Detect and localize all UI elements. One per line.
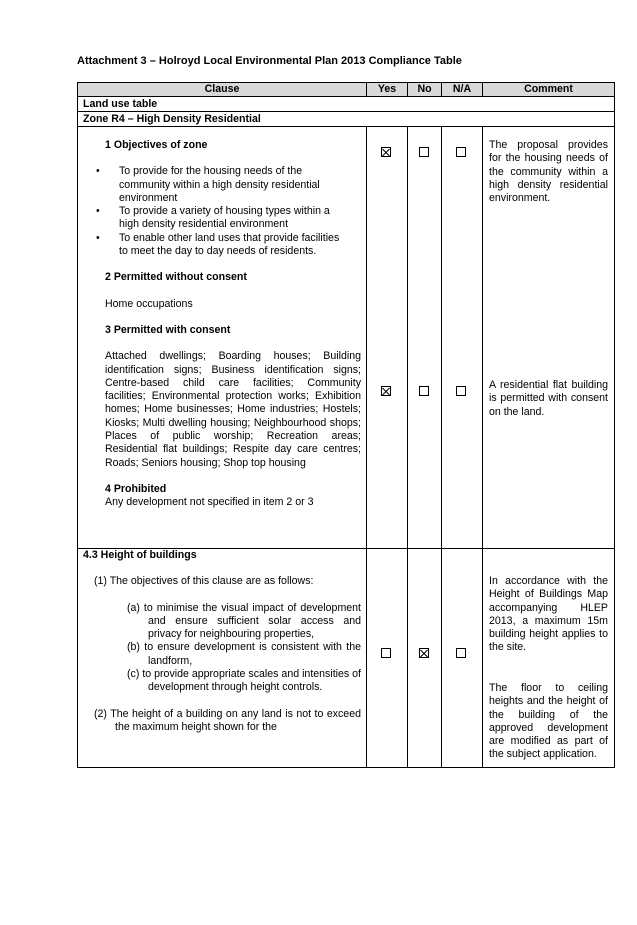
height-item-1: (1) The objectives of this clause are as follows: xyxy=(94,575,314,588)
land-use-heading: Land use table xyxy=(78,97,615,112)
objectives-list xyxy=(94,165,361,258)
zone-heading: Zone R4 – High Density Residential xyxy=(78,112,615,127)
na-cell xyxy=(442,127,483,549)
na-cell xyxy=(442,549,483,768)
prohibited-heading: 4 Prohibited xyxy=(105,482,167,495)
height-subs xyxy=(83,602,361,695)
list-item: • To provide a variety of housing types within a high density residential environment xyxy=(94,205,361,232)
yes-cell xyxy=(367,127,408,549)
height-comment-cell xyxy=(483,549,615,768)
no-cell xyxy=(408,549,442,768)
header-comment: Comment xyxy=(483,83,615,97)
list-item: (c) to provide appropriate scales and intensities of development through height controls. xyxy=(127,668,361,694)
na-checkbox-height[interactable] xyxy=(456,648,466,658)
zone-content-row xyxy=(78,127,615,549)
zone-comment-cell xyxy=(483,127,615,549)
permitted-with-heading: 3 Permitted with consent xyxy=(105,323,231,336)
list-item: (a) to minimise the visual impact of development and ensure sufficient solar access and privacy for neighbouring properties, xyxy=(127,601,361,641)
height-item-2: (2) The height of a building on any land is not to exceed the maximum height shown for the xyxy=(94,707,361,733)
na-checkbox-permitted[interactable] xyxy=(456,386,466,396)
header-no: No xyxy=(408,83,442,97)
permitted-without-heading: 2 Permitted without consent xyxy=(105,271,247,284)
height-comment-1: In accordance with the Height of Buildings Map accompanying HLEP 2013, a maximum 15m building height applies to the site. xyxy=(489,575,608,654)
prohibited-text: Any development not specified in item 2 or 3 xyxy=(105,496,314,509)
na-checkbox-objectives[interactable] xyxy=(456,147,466,157)
no-cell xyxy=(408,127,442,549)
height-heading: 4.3 Height of buildings xyxy=(83,549,197,561)
objectives-heading: 1 Objectives of zone xyxy=(105,139,208,151)
yes-checkbox-objectives[interactable] xyxy=(381,147,391,157)
list-item: (b) to ensure development is consistent with the landform, xyxy=(127,641,361,667)
header-yes: Yes xyxy=(367,83,408,97)
no-checkbox-height[interactable] xyxy=(419,648,429,658)
permitted-without-text: Home occupations xyxy=(105,297,193,310)
list-item: • To enable other land uses that provide facilities to meet the day to day needs of residents. xyxy=(94,232,361,259)
document-title: Attachment 3 – Holroyd Local Environmental Plan 2013 Compliance Table xyxy=(77,55,462,67)
compliance-table xyxy=(77,82,615,768)
yes-checkbox-height[interactable] xyxy=(381,648,391,658)
header-clause: Clause xyxy=(78,83,367,97)
permitted-comment: A residential flat building is permitted with consent on the land. xyxy=(489,379,608,418)
height-row xyxy=(78,549,615,768)
height-clause-cell xyxy=(78,549,367,768)
zone-clause-cell xyxy=(78,127,367,549)
permitted-with-text: Attached dwellings; Boarding houses; Building identification signs; Business identification signs; Centre-based child care facilities; Community facilities; Environmental protection works; Exhibition homes; Home businesses; Home industries; Hostels; Kiosks; Multi dwelling housing; Neighbourhood shops; Places of public worship; Recreation areas; Residential flat buildings; Respite day care centres; Roads; Seniors housing; Shop top housing xyxy=(105,350,361,469)
no-checkbox-permitted[interactable] xyxy=(419,386,429,396)
zone-row xyxy=(78,112,615,127)
yes-checkbox-permitted[interactable] xyxy=(381,386,391,396)
list-item: • To provide for the housing needs of the community within a high density residential environment xyxy=(94,165,361,205)
table-header-row xyxy=(78,83,615,97)
height-comment-2: The floor to ceiling heights and the height of the building of the approved development are modified as part of the subject application. xyxy=(489,682,608,761)
header-na: N/A xyxy=(442,83,483,97)
objectives-comment: The proposal provides for the housing needs of the community within a high density residential environment. xyxy=(489,139,608,205)
yes-cell xyxy=(367,549,408,768)
no-checkbox-objectives[interactable] xyxy=(419,147,429,157)
land-use-row xyxy=(78,97,615,112)
